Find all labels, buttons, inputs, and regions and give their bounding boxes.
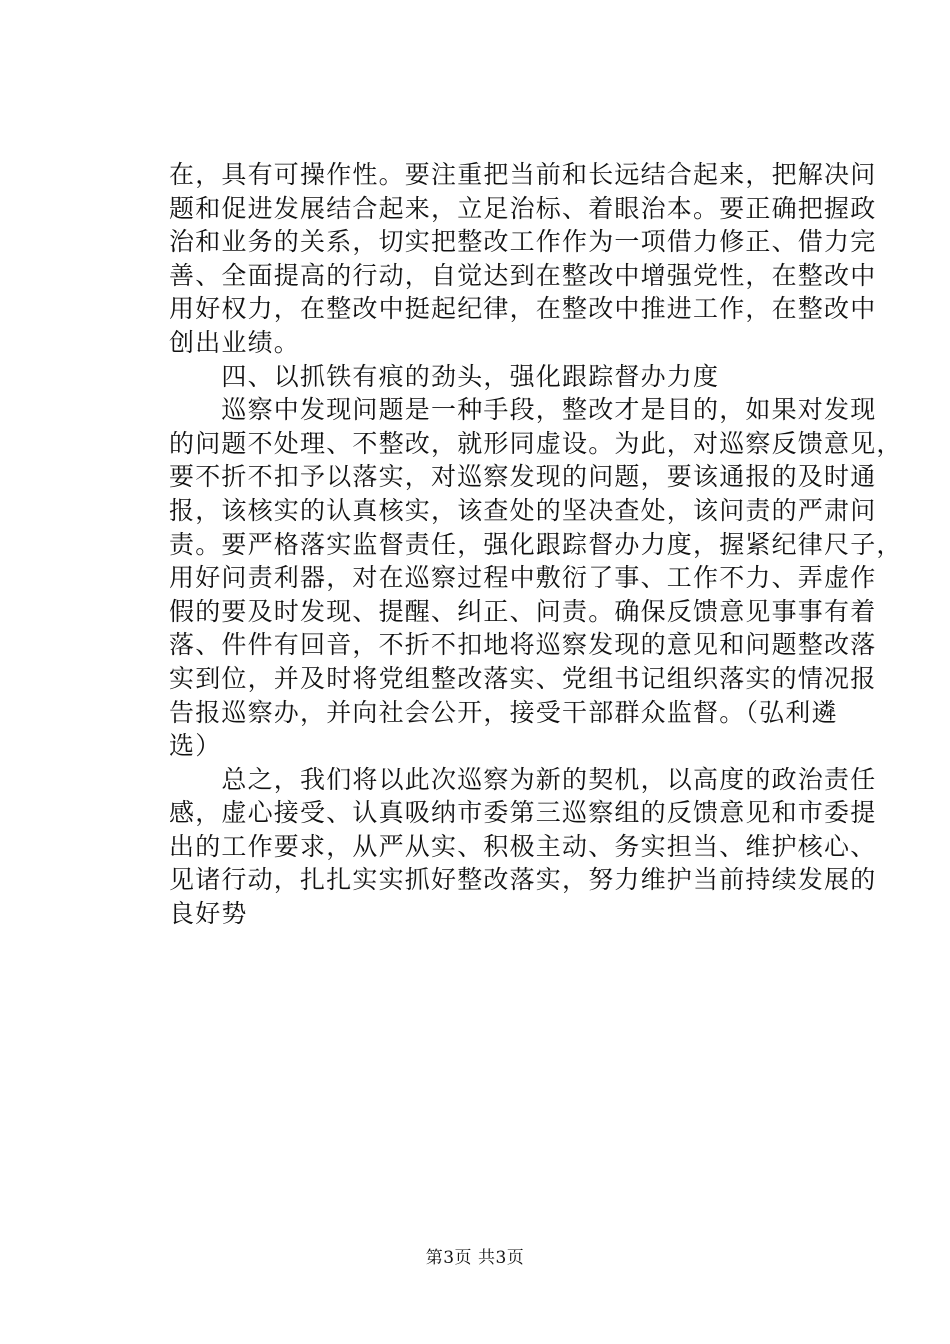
- text-line: 用好权力，在整改中挺起纪律，在整改中推进工作，在整改中: [169, 294, 877, 324]
- section-heading: 四、以抓铁有痕的劲头，强化跟踪督办力度: [169, 361, 720, 391]
- text-line: 的问题不处理、不整改，就形同虚设。为此，对巡察反馈意见，: [169, 428, 903, 458]
- text-line: 治和业务的关系，切实把整改工作作为一项借力修正、借力完: [169, 227, 877, 257]
- text-line: 报，该核实的认真核实，该查处的坚决查处，该问责的严肃问: [169, 495, 877, 525]
- text-line: 要不折不扣予以落实，对巡察发现的问题，要该通报的及时通: [169, 462, 877, 492]
- page-number-footer: 第3页 共3页: [425, 1248, 525, 1268]
- text-line: 总之，我们将以此次巡察为新的契机，以高度的政治责任: [169, 764, 877, 794]
- text-line: 告报巡察办，并向社会公开，接受干部群众监督。（弘利遴: [169, 697, 838, 727]
- text-line: 在，具有可操作性。要注重把当前和长远结合起来，把解决问: [169, 160, 877, 189]
- text-line: 良好势: [169, 899, 248, 929]
- text-line: 责。要严格落实监督责任，强化跟踪督办力度，握紧纪律尺子，: [169, 529, 903, 559]
- text-line: 题和促进发展结合起来，立足治标、着眼治本。要正确把握政: [169, 193, 877, 223]
- text-line: 实到位，并及时将党组整改落实、党组书记组织落实的情况报: [169, 663, 877, 693]
- text-line: 出的工作要求，从严从实、积极主动、务实担当、维护核心、: [169, 831, 877, 861]
- text-line: 见诸行动，扎扎实实抓好整改落实，努力维护当前持续发展的: [169, 865, 877, 895]
- text-line: 假的要及时发现、提醒、纠正、问责。确保反馈意见事事有着: [169, 596, 877, 626]
- document-body: [169, 158, 903, 931]
- text-line: 感，虚心接受、认真吸纳市委第三巡察组的反馈意见和市委提: [169, 798, 877, 828]
- text-line: 巡察中发现问题是一种手段，整改才是目的，如果对发现: [169, 395, 877, 425]
- text-line: 选）: [169, 731, 222, 761]
- text-line: 落、件件有回音，不折不扣地将巡察发现的意见和问题整改落: [169, 630, 877, 660]
- text-line: 用好问责利器，对在巡察过程中敷衍了事、工作不力、弄虚作: [169, 563, 877, 593]
- text-line: 善、全面提高的行动，自觉达到在整改中增强党性，在整改中: [169, 260, 877, 290]
- text-line: 创出业绩。: [169, 327, 301, 357]
